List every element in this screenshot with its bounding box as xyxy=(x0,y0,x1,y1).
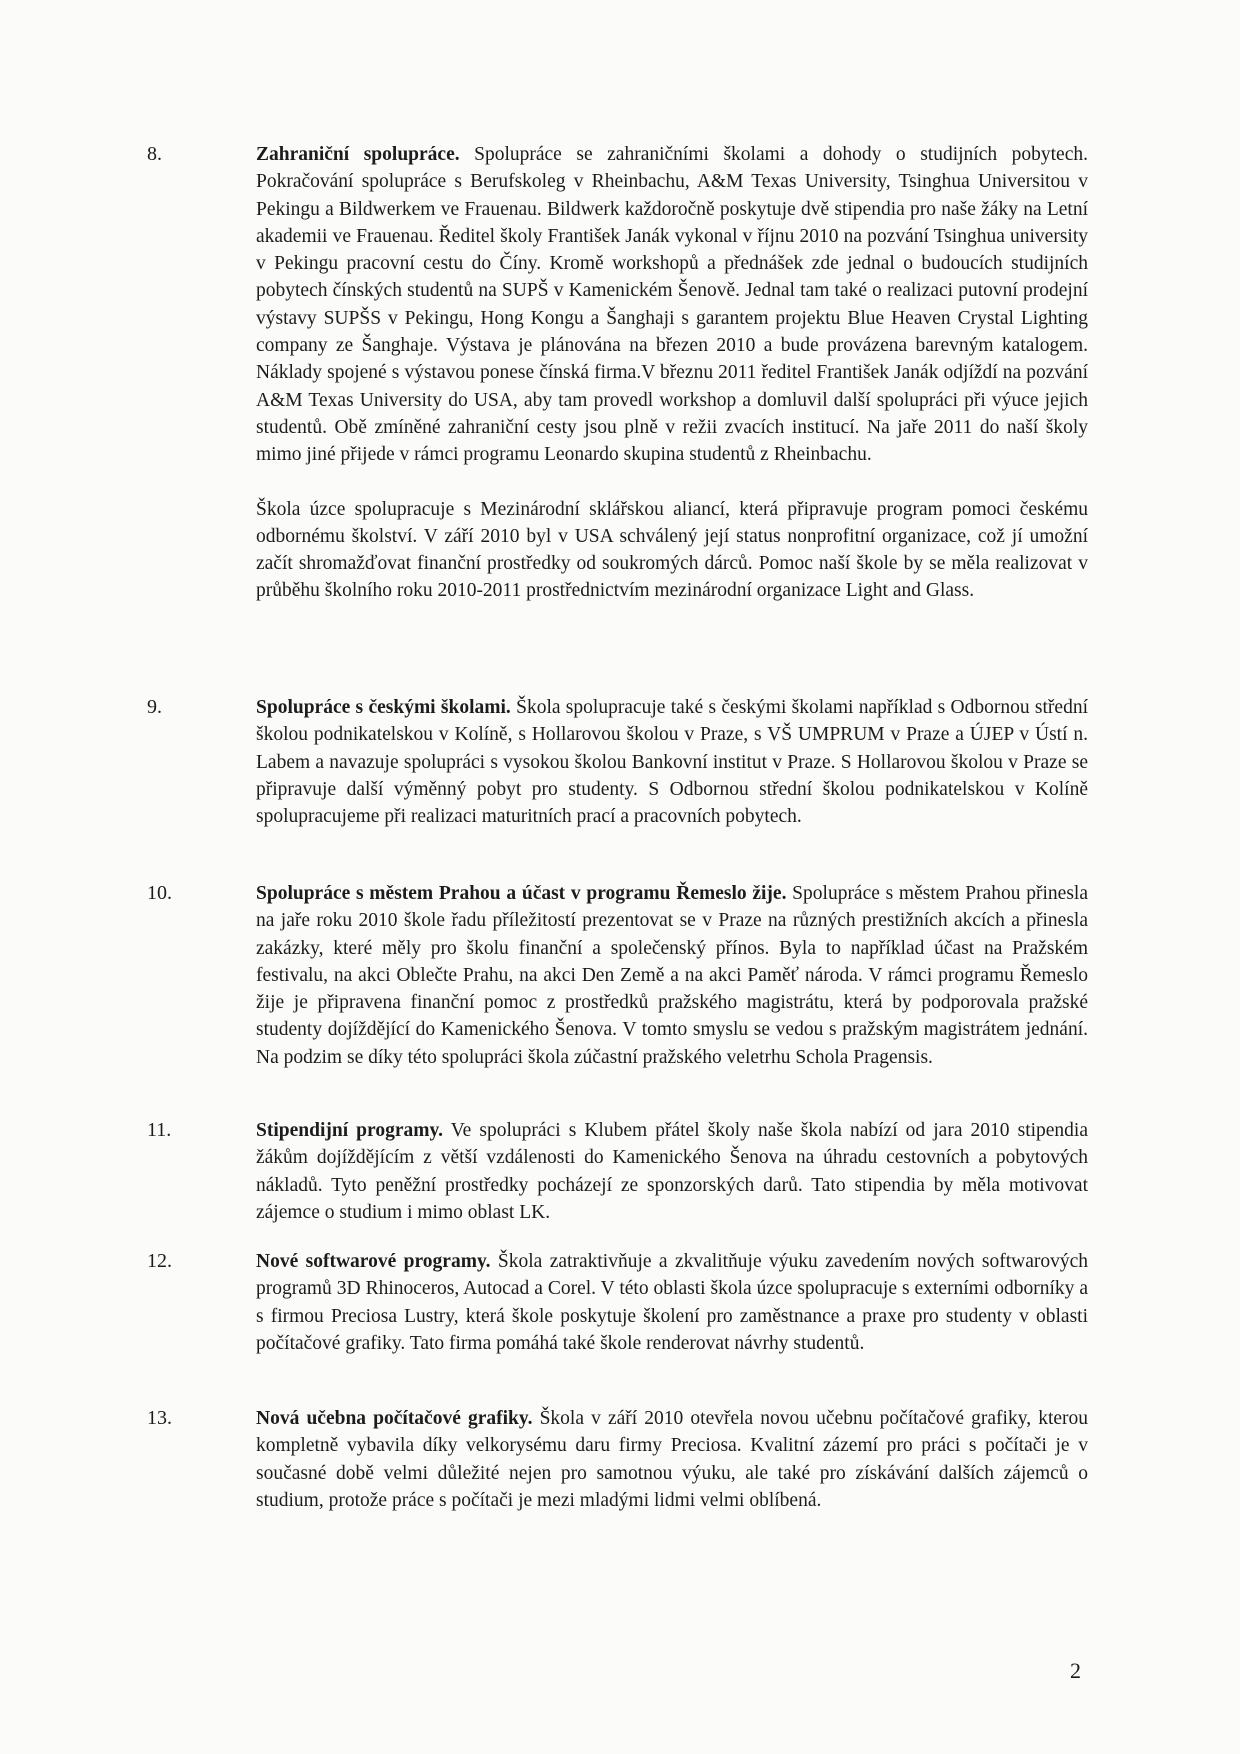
section-number: 9. xyxy=(147,696,162,718)
section-body xyxy=(256,1248,1088,1357)
section-body xyxy=(256,880,1088,1071)
section-paragraph xyxy=(256,1117,1088,1226)
section-title: Nová učebna počítačové grafiky. xyxy=(256,1408,533,1429)
section-text: Spolupráce s městem Prahou přinesla na jaře roku 2010 škole řadu příležitostí prezentovat se v Praze na různých prestižních akcích a přinesla zakázky, které měly pro školu finanční a společenský přínos. Byla to například účast na Pražském festivalu, na akci Oblečte Prahu, na akci Den Země a na akci Paměť národa. V rámci programu Řemeslo žije je připravena finanční pomoc z prostředků pražského magistrátu, která by podporovala pražské studenty dojíždějící do Kamenického Šenova. V tomto smyslu se vedou s pražským magistrátem jednání. Na podzim se díky této spolupráci škola zúčastní pražského veletrhu Schola Pragensis. xyxy=(256,883,1088,1068)
section-paragraph xyxy=(256,141,1088,469)
section-number: 13. xyxy=(147,1407,172,1429)
section-text: Škola spolupracuje také s českými školami například s Odbornou střední školou podnikatelskou v Kolíně, s Hollarovou školou v Praze, s VŠ UMPRUM v Praze a ÚJEP v Ústí n. Labem a navazuje spolupráci s vysokou školou Bankovní institut v Praze. S Hollarovou školou v Praze se připravuje další výměnný pobyt pro studenty. S Odbornou střední školou podnikatelskou v Kolíně spolupracujeme při realizaci maturitních prací a pracovních pobytech. xyxy=(256,697,1088,828)
section-text: Škola zatraktivňuje a zkvalitňuje výuku zavedením nových softwarových programů 3D Rhinoceros, Autocad a Corel. V této oblasti škola úzce spolupracuje s externími odborníky a s firmou Preciosa Lustry, která škole poskytuje školení pro zaměstnance a praxe pro studenty v oblasti počítačové grafiky. Tato firma pomáhá také škole renderovat návrhy studentů. xyxy=(256,1251,1088,1354)
section-title: Nové softwarové programy. xyxy=(256,1251,491,1272)
section-paragraph xyxy=(256,880,1088,1071)
page-number: 2 xyxy=(1070,1658,1081,1683)
section-paragraph xyxy=(256,1405,1088,1514)
section-paragraph xyxy=(256,694,1088,830)
section-body xyxy=(256,1117,1088,1226)
section-title: Zahraniční spolupráce. xyxy=(256,144,460,165)
section-title: Spolupráce s městem Prahou a účast v programu Řemeslo žije. xyxy=(256,883,787,904)
section-number: 12. xyxy=(147,1250,172,1272)
section-text: Spolupráce se zahraničními školami a dohody o studijních pobytech. Pokračování spolupráce s Berufskoleg v Rheinbachu, A&M Texas University, Tsinghua Universitou v Pekingu a Bildwerkem ve Frauenau. Bildwerk každoročně poskytuje dvě stipendia pro naše žáky na Letní akademii ve Frauenau. Ředitel školy František Janák vykonal v říjnu 2010 na pozvání Tsinghua university v Pekingu pracovní cestu do Číny. Kromě workshopů a přednášek zde jednal o budoucích studijních pobytech čínských studentů na SUPŠ v Kamenickém Šenově. Jednal tam také o realizaci putovní prodejní výstavy SUPŠS v Pekingu, Hong Kongu a Šanghaji s garantem projektu Blue Heaven Crystal Lighting company ze Šanghaje. Výstava je plánována na březen 2010 a bude provázena barevným katalogem. Náklady spojené s výstavou ponese čínská firma.V březnu 2011 ředitel František Janák odjíždí na pozvání A&M Texas University do USA, aby tam provedl workshop a domluvil další spolupráci při výuce jejich studentů. Obě zmíněné zahraniční cesty jsou plně v režii zvacích institucí. Na jaře 2011 do naší školy mimo jiné přijede v rámci programu Leonardo skupina studentů z Rheinbachu. xyxy=(256,144,1088,466)
section-number: 8. xyxy=(147,143,162,165)
section-text: Ve spolupráci s Klubem přátel školy naše škola nabízí od jara 2010 stipendia žákům dojíždějícím z větší vzdálenosti do Kamenického Šenova na úhradu cestovních a pobytových nákladů. Tyto peněžní prostředky pocházejí ze sponzorských darů. Tato stipendia by měla motivovat zájemce o studium i mimo oblast LK. xyxy=(256,1120,1089,1223)
section-title: Stipendijní programy. xyxy=(256,1120,444,1141)
section-body xyxy=(256,141,1088,605)
section-title: Spolupráce s českými školami. xyxy=(256,697,511,718)
section-text: Škola v září 2010 otevřela novou učebnu počítačové grafiky, kterou kompletně vybavila díky velkorysému daru firmy Preciosa. Kvalitní zázemí pro práci s počítači je v současné době velmi důležité nejen pro samotnou výuku, ale také pro získávání dalších zájemců o studium, protože práce s počítači je mezi mladými lidmi velmi oblíbená. xyxy=(256,1408,1089,1511)
section-paragraph-2: Škola úzce spolupracuje s Mezinárodní sklářskou aliancí, která připravuje program pomoci českému odbornému školství. V září 2010 byl v USA schválený její status nonprofitní organizace, což jí umožní začít shromažďovat finanční prostředky od soukromých dárců. Pomoc naší škole by se měla realizovat v průběhu školního roku 2010-2011 prostřednictvím mezinárodní organizace Light and Glass. xyxy=(256,498,1088,602)
section-body xyxy=(256,1405,1088,1514)
section-number: 11. xyxy=(147,1119,172,1141)
section-body xyxy=(256,694,1088,830)
section-paragraph xyxy=(256,1248,1088,1357)
section-number: 10. xyxy=(147,882,172,904)
